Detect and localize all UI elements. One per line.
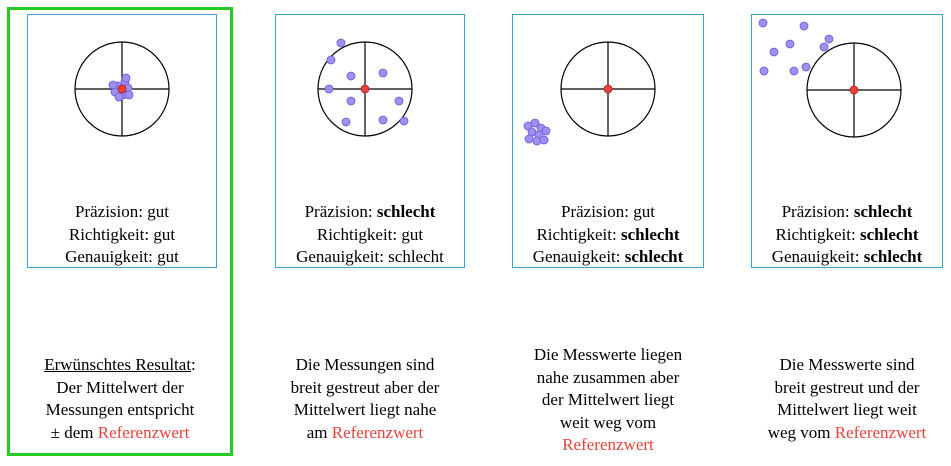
trueness-row: Richtigkeit: gut: [316, 224, 424, 244]
measurement-dot: [400, 117, 408, 125]
accuracy-row: Genauigkeit: schlecht: [771, 247, 923, 266]
measurement-dot: [325, 85, 333, 93]
panel-precise-true: [27, 14, 217, 268]
target-diagram: [513, 15, 705, 195]
reference-point: [361, 85, 369, 93]
measurement-dot: [337, 39, 345, 47]
measurement-dot: [379, 69, 387, 77]
measurement-dot: [820, 43, 828, 51]
precision-row: Präzision: gut: [561, 202, 655, 221]
trueness-row: Richtigkeit: gut: [68, 224, 176, 244]
accuracy-row: Genauigkeit: gut: [65, 247, 179, 266]
precision-row: Präzision: schlecht: [304, 202, 436, 221]
measurement-dot: [125, 91, 133, 99]
accuracy-row: Genauigkeit: schlecht: [296, 247, 444, 266]
measurement-dot: [542, 127, 550, 135]
quality-labels: [752, 201, 942, 269]
trueness-row: Richtigkeit: schlecht: [536, 224, 680, 244]
reference-value-term: Referenzwert: [331, 422, 424, 442]
measurement-dot: [327, 56, 335, 64]
measurement-dot: [525, 135, 533, 143]
measurement-dot: [802, 63, 810, 71]
reference-point: [604, 85, 612, 93]
measurement-dot: [379, 116, 387, 124]
reference-value-term: Referenzwert: [834, 422, 927, 442]
measurement-dot: [786, 40, 794, 48]
measurement-dots-outside: [518, 116, 568, 156]
accuracy-row: Genauigkeit: schlecht: [532, 247, 684, 266]
desired-result-heading: Erwünschtes Resultat: [44, 355, 192, 374]
trueness-row: Richtigkeit: schlecht: [775, 224, 919, 244]
measurement-dot: [790, 67, 798, 75]
reference-point: [850, 86, 858, 94]
panel-imprecise-false: [751, 14, 943, 268]
measurement-dot: [395, 97, 403, 105]
target-diagram: [276, 15, 466, 195]
description-4: Die Messwerte sind breit gestreut und der Mittelwert liegt weit weg vom Referenzwert: [767, 355, 927, 442]
measurement-dot: [109, 81, 117, 89]
quality-labels: [276, 201, 464, 269]
description-2: Die Messungen sind breit gestreut aber der Mittelwert liegt nahe am Referenzwert: [290, 355, 440, 442]
quality-labels: [28, 201, 216, 269]
description-3: Die Messwerte liegen nahe zusammen aber der Mittelwert liegt weit weg vom Referenzwert: [508, 344, 708, 457]
measurement-dot: [800, 22, 808, 30]
precision-row: Präzision: schlecht: [781, 202, 913, 221]
measurement-dot: [770, 48, 778, 56]
measurement-dot: [825, 35, 833, 43]
measurement-dot: [122, 74, 130, 82]
measurement-dot: [347, 97, 355, 105]
reference-value-term: Referenzwert: [562, 435, 654, 454]
measurement-dots: [325, 39, 408, 126]
measurement-dot: [540, 136, 548, 144]
measurement-dots: [759, 19, 833, 75]
panel-imprecise-true: [275, 14, 465, 268]
precision-row: Präzision: gut: [75, 202, 169, 221]
reference-point: [118, 85, 126, 93]
reference-value-term: Referenzwert: [97, 422, 190, 442]
target-diagram: [28, 15, 218, 195]
quality-labels: [513, 201, 703, 269]
target-diagram: [752, 15, 944, 195]
measurement-dot: [115, 93, 123, 101]
measurement-dot: [759, 19, 767, 27]
measurement-dot: [347, 72, 355, 80]
measurement-dot: [760, 67, 768, 75]
description-1: Erwünschtes Resultat: Der Mittelwert der Messungen entspricht ± dem Referenzwert: [44, 355, 196, 442]
measurement-dot: [342, 118, 350, 126]
